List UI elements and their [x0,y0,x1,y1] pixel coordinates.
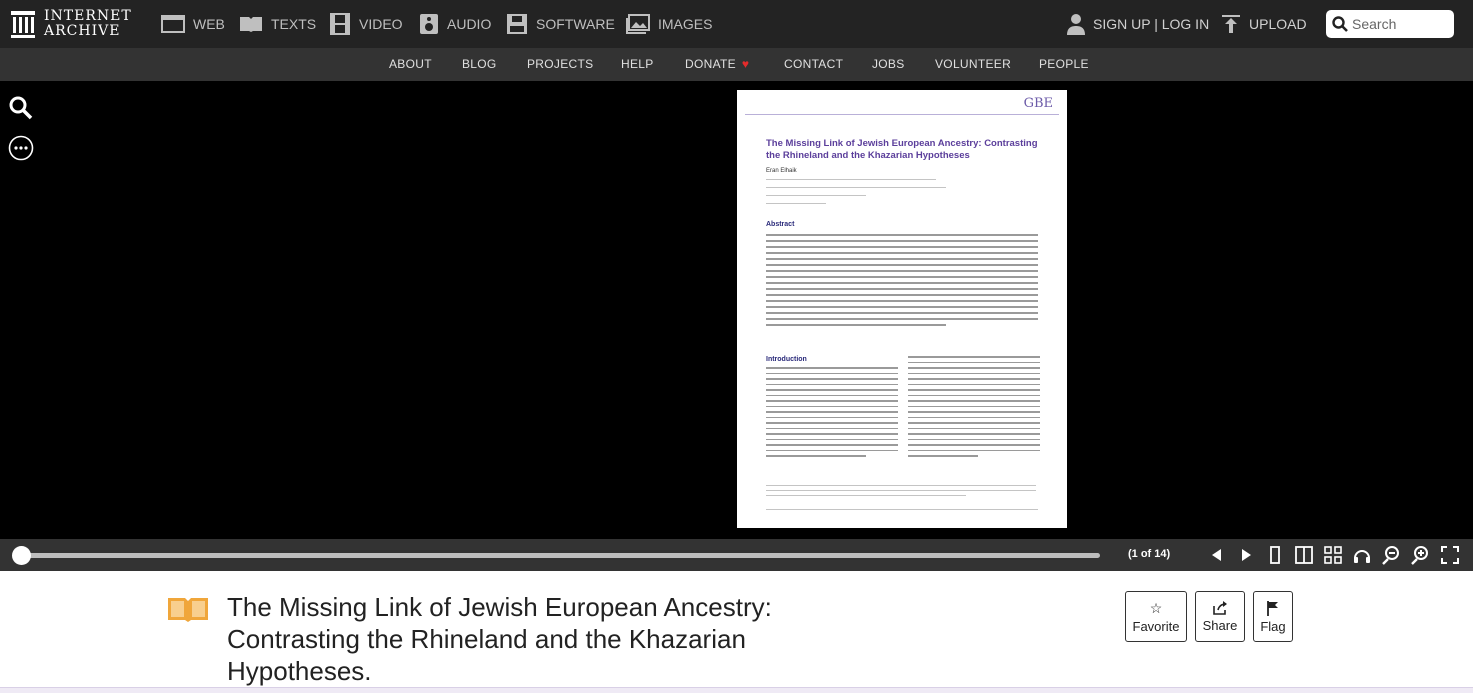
text-line [908,433,1040,435]
affiliation-line [766,187,946,188]
upload-label: UPLOAD [1249,16,1307,32]
text-line [766,439,898,441]
text-line [766,400,898,402]
text-line [908,356,1040,358]
thumbnail-view-icon[interactable] [1323,545,1343,565]
text-line [908,411,1040,413]
paper-author: Eran Elhaik [766,168,797,174]
book-icon [167,595,209,623]
paper-title: The Missing Link of Jewish European Ancestry: Contrasting the Rhineland and the Khazarian Hypotheses [766,138,1038,161]
web-icon [161,15,185,33]
zoom-out-icon[interactable] [1381,545,1401,565]
text-line [766,455,866,457]
user-icon [1066,13,1086,35]
text-line [766,294,1038,296]
progress-track[interactable] [20,553,1100,558]
nav-web[interactable] [161,12,225,36]
journal-logo: GBE [1023,96,1053,111]
nav-video[interactable] [329,12,403,36]
affiliation-line [766,179,936,180]
flag-label: Flag [1260,618,1286,634]
text-line [766,367,898,369]
share-button[interactable] [1195,591,1245,642]
upload-button[interactable] [1221,12,1307,36]
text-line [766,422,898,424]
text-line [908,450,1040,452]
footnote-line [766,495,966,496]
text-line [766,234,1038,236]
nav-web-label: WEB [193,16,225,32]
subnav-donate-label: DONATE [685,57,736,71]
page-bottom-border [0,687,1473,693]
subnav-donate[interactable] [685,57,749,71]
internet-archive-logo[interactable] [10,7,145,41]
texts-icon [239,15,263,33]
nav-software-label: SOFTWARE [536,16,615,32]
text-line [908,373,1040,375]
subnav-blog[interactable]: BLOG [462,57,497,71]
text-line [766,406,898,408]
one-page-view-icon[interactable] [1265,545,1285,565]
images-icon [626,14,650,34]
subnav-help[interactable]: HELP [621,57,654,71]
search-box[interactable] [1326,10,1454,38]
signup-login-link[interactable] [1066,12,1209,36]
text-line [766,444,898,446]
audio-icon [419,13,439,35]
text-line [766,300,1038,302]
book-reader [0,81,1473,539]
text-line [766,306,1038,308]
item-title: The Missing Link of Jewish European Ancestry: Contrasting the Rhineland and the Khazarian Hypotheses. [227,592,772,686]
affiliation-line [766,195,866,196]
share-icon [1212,601,1228,615]
logo-line-2: ARCHIVE [44,23,121,39]
text-line [908,384,1040,386]
text-line [766,288,1038,290]
text-line [766,373,898,375]
text-line [908,378,1040,380]
logo-line-1: INTERNET [44,8,132,24]
text-line [908,367,1040,369]
nav-texts[interactable] [239,12,316,36]
heart-icon: ♥ [741,57,750,71]
text-line [908,417,1040,419]
text-line [908,455,978,457]
text-line [766,240,1038,242]
text-line [766,417,898,419]
text-line [908,444,1040,446]
nav-images[interactable] [626,12,712,36]
text-line [908,406,1040,408]
nav-video-label: VIDEO [359,16,403,32]
flag-icon [1266,600,1280,616]
introduction-heading: Introduction [766,356,807,363]
star-icon: ☆ [1149,599,1163,616]
nav-audio-label: AUDIO [447,16,492,32]
nav-texts-label: TEXTS [271,16,317,32]
upload-icon [1221,14,1241,34]
favorite-button[interactable] [1125,591,1187,642]
more-options-icon[interactable] [8,135,34,161]
nav-software[interactable] [506,12,615,36]
text-line [766,411,898,413]
text-line [908,422,1040,424]
search-input[interactable] [1352,16,1448,32]
subnav-projects[interactable]: PROJECTS [527,57,594,71]
footnote-line [766,490,1036,491]
text-line [766,252,1038,254]
next-page-icon[interactable] [1236,545,1256,565]
text-line [908,439,1040,441]
subnav-jobs[interactable]: JOBS [872,57,905,71]
text-line [908,428,1040,430]
text-line [908,400,1040,402]
video-icon [329,13,351,35]
text-line [766,312,1038,314]
subnav-volunteer[interactable]: VOLUNTEER [935,57,1012,71]
header-rule [745,114,1059,115]
text-line [766,270,1038,272]
progress-handle[interactable] [12,546,31,565]
text-line [766,395,898,397]
search-icon [1332,16,1348,32]
text-line [766,264,1038,266]
text-line [766,258,1038,260]
archive-building-icon [10,9,36,39]
abstract-heading: Abstract [766,221,795,228]
text-line [766,324,946,326]
text-line [766,318,1038,320]
zoom-in-icon[interactable] [1410,545,1430,565]
page-footer-line [766,509,1038,510]
search-inside-icon[interactable] [8,95,34,121]
fullscreen-icon[interactable] [1440,545,1460,565]
text-line [766,389,898,391]
affiliation-line [766,203,826,204]
secondary-navigation-bar [0,48,1473,81]
subnav-about[interactable]: ABOUT [389,57,432,71]
software-icon [506,13,528,35]
text-line [766,378,898,380]
signup-login-label: SIGN UP | LOG IN [1093,16,1210,32]
page-image[interactable] [737,90,1067,528]
favorite-label: Favorite [1132,618,1180,634]
item-info-section [0,571,1473,693]
text-line [766,433,898,435]
text-line [766,450,898,452]
footnote-line [766,485,1036,486]
nav-images-label: IMAGES [658,16,713,32]
share-label: Share [1202,617,1238,633]
text-line [908,389,1040,391]
flag-button[interactable] [1253,591,1293,642]
text-line [766,428,898,430]
two-page-view-icon[interactable] [1294,545,1314,565]
text-line [766,384,898,386]
subnav-contact[interactable]: CONTACT [784,57,844,71]
subnav-people[interactable]: PEOPLE [1039,57,1089,71]
nav-audio[interactable] [419,12,491,36]
read-aloud-icon[interactable] [1352,545,1372,565]
top-navigation-bar [0,0,1473,48]
text-line [908,395,1040,397]
text-line [766,282,1038,284]
text-line [766,246,1038,248]
reader-controls [0,539,1473,571]
text-line [766,276,1038,278]
previous-page-icon[interactable] [1207,545,1227,565]
text-line [908,362,1040,364]
page-count: (1 of 14) [1128,548,1171,560]
